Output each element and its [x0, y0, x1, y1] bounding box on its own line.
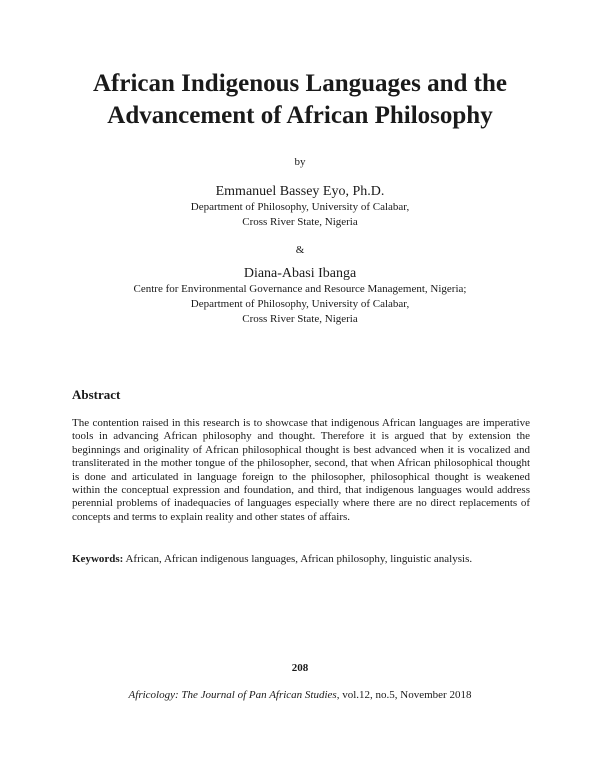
page-number: 208 — [291, 662, 309, 674]
author-2-affiliation-line-3: Cross River State, Nigeria — [242, 313, 358, 325]
author-2-name: Diana-Abasi Ibanga — [243, 266, 357, 281]
journal-issue: , vol.12, no.5, November 2018 — [336, 689, 472, 701]
keywords-line — [72, 553, 530, 566]
title-line-1: African Indigenous Languages and the — [93, 70, 507, 97]
author-separator: & — [295, 244, 305, 256]
abstract-heading: Abstract — [72, 387, 121, 402]
journal-footer — [40, 689, 560, 701]
author-2-affiliation-line-1: Centre for Environmental Governance and Resource Management, Nigeria; — [133, 283, 467, 295]
by-line: by — [294, 156, 306, 168]
author-block-2 — [40, 266, 560, 327]
author-block-1 — [40, 184, 560, 230]
paper-title — [40, 68, 560, 132]
keywords-label: Keywords: — [72, 553, 124, 565]
author-1-affiliation-line-2: Cross River State, Nigeria — [242, 216, 358, 228]
author-1-name: Emmanuel Bassey Eyo, Ph.D. — [215, 184, 385, 199]
title-line-2: Advancement of African Philosophy — [107, 102, 493, 129]
author-2-affiliation-line-2: Department of Philosophy, University of Calabar, — [190, 298, 410, 310]
keywords-text: African, African indigenous languages, African philosophy, linguistic analysis. — [123, 553, 473, 565]
journal-name: Africology: The Journal of Pan African Studies — [128, 689, 337, 701]
author-1-affiliation-line-1: Department of Philosophy, University of Calabar, — [190, 201, 410, 213]
abstract-body: The contention raised in this research is to showcase that indigenous African languages are imperative tools in advancing African philosophy and thought. Therefore it is argued that by extension the beginnings and originality of African philosophical thought is best advanced when it is vocalized and transliterated in the mother tongue of the philosopher, second, that when African philosophical thought is done and articulated in language foreign to the philosopher, philosophical thought is weakened within the conceptual expression and foundation, and third, that indigenous languages would address perennial problems of inadequacies of languages especially where there are no direct replacements of concepts and terms to explain reality and other states of affairs. — [72, 417, 530, 523]
